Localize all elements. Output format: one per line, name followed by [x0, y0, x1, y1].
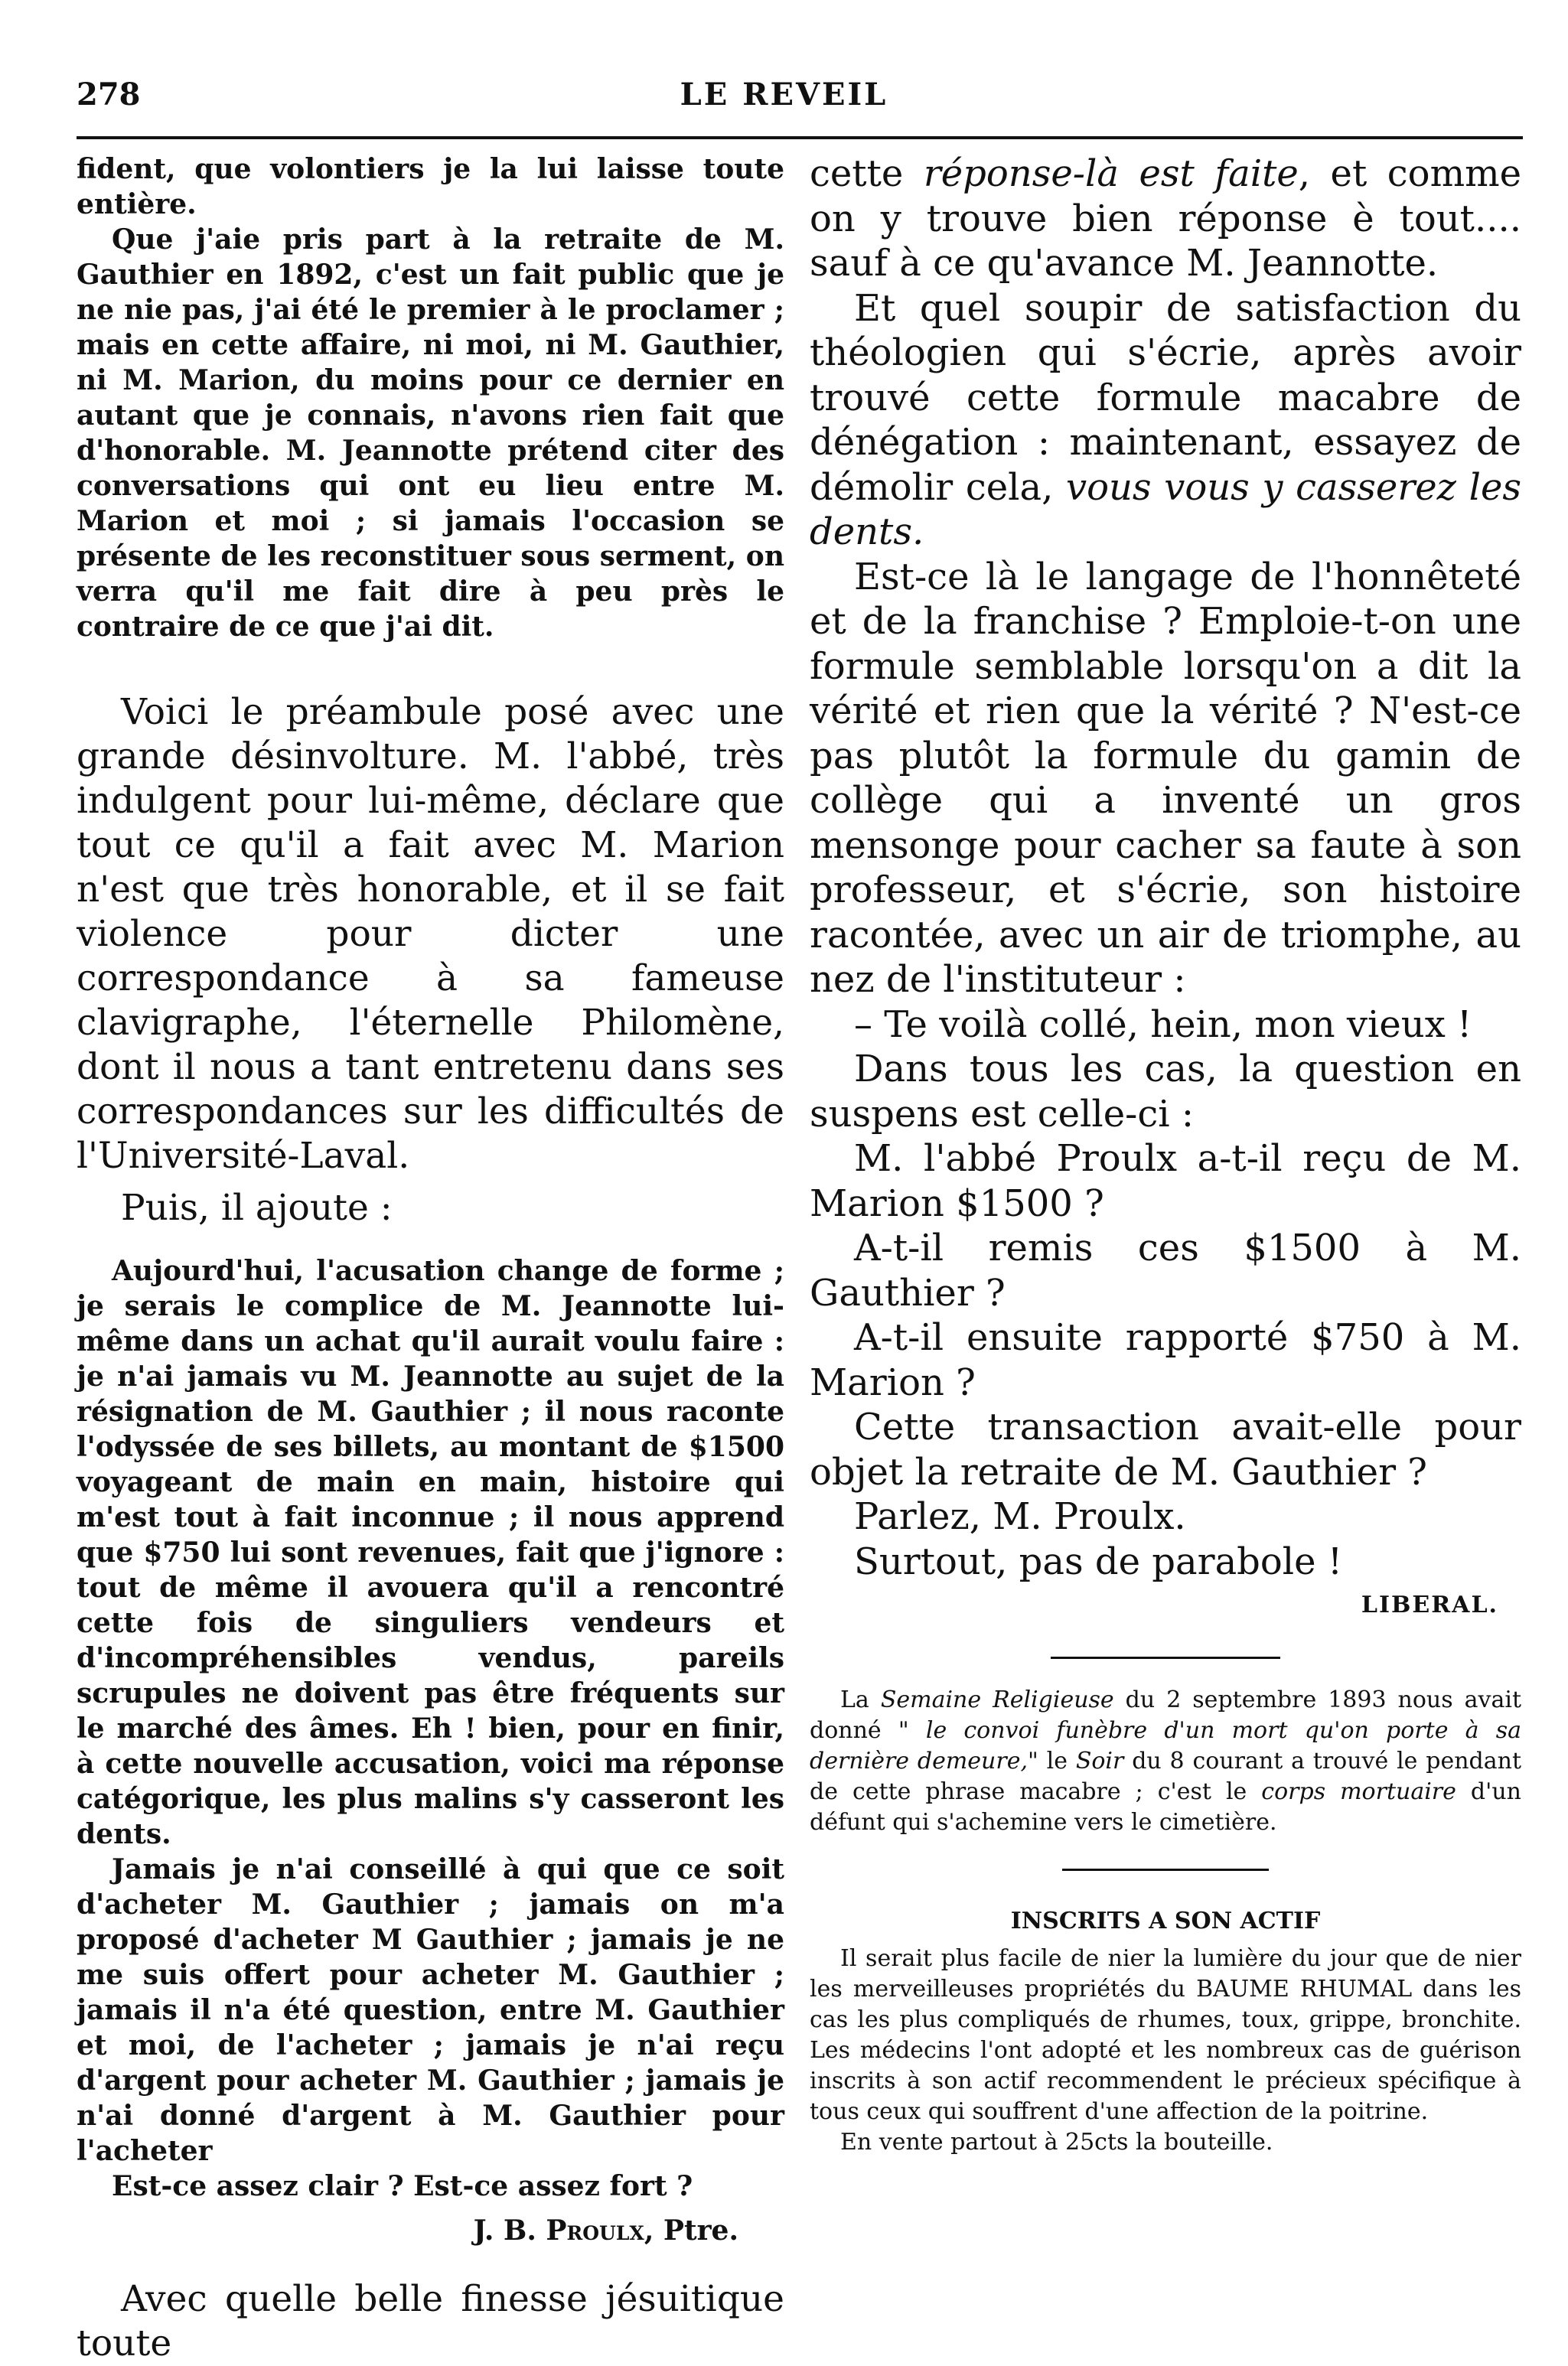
question-line: A-t-il remis ces $1500 à M. Gauthier ?: [810, 1227, 1521, 1315]
body-paragraph: – Te voilà collé, hein, mon vieux !: [854, 1002, 1472, 1046]
body-paragraph: cette réponse-là est faite, et comme on y trouve bien réponse è tout.... sauf à ce qu'avance M. Jeannotte.: [810, 152, 1522, 285]
body-paragraph: Est-ce là le langage de l'honnêteté et de la franchise ? Emploie-t-on une formule semblable lorsqu'on a dit la vérité et rien que la vérité ? N'est-ce pas plutôt la formule du gamin de collège qui a inventé un gros mensonge pour cacher sa faute à son professeur, et s'écrie, son histoire racontée, avec un air de triomphe, au nez de l'instituteur :: [810, 555, 1521, 1001]
signature: [77, 2214, 784, 2247]
body-paragraph: Surtout, pas de parabole !: [854, 1540, 1343, 1583]
quote-paragraph: Jamais je n'ai conseillé à qui que ce soit d'acheter M. Gauthier ; jamais on m'a proposé d'acheter M Gauthier ; jamais je ne me suis offert pour acheter M. Gauthier ; jamais il n'a été question, entre M. Gauthier et moi, de l'acheter ; jamais je n'ai reçu d'argent pour acheter M. Gauthier ; jamais je n'ai donné d'argent à M. Gauthier pour l'acheter: [77, 1853, 784, 2167]
question-line: A-t-il ensuite rapporté $750 à M. Marion ?: [810, 1316, 1521, 1404]
body-paragraph: Avec quelle belle finesse jésuitique toute: [77, 2278, 784, 2364]
section-divider: [1062, 1869, 1269, 1871]
left-column: [77, 152, 784, 2366]
body-paragraph: Voici le préambule posé avec une grande désinvolture. M. l'abbé, très indulgent pour lui-même, déclare que tout ce qu'il a fait avec M. Marion n'est que très honorable, et il se fait violence pour dicter une correspondance à sa fameuse clavigraphe, l'éternelle Philomène, dont il nous a tant entretenu dans ses correspondances sur les difficultés de l'Université-Laval.: [77, 691, 784, 1177]
body-paragraph: Dans tous les cas, la question en suspens est celle-ci :: [810, 1048, 1521, 1136]
author-signature: LIBERAL.: [1361, 1592, 1498, 1618]
quote-paragraph: Est-ce assez clair ? Est-ce assez fort ?: [112, 2170, 693, 2202]
signature-initials: J. B.: [473, 2214, 536, 2247]
advertisement-body: Il serait plus facile de nier la lumière du jour que de nier les merveilleuses propriétés du BAUME RHUMAL dans les cas les plus compliqués de rhumes, toux, grippe, bronchite. Les médecins l'ont adopté et les nombreux cas de guérison inscrits à son actif recommendent le précieux spécifique à tous ceux qui souffrent d'une affection de la poitrine.: [810, 1945, 1521, 2125]
body-paragraph: Parlez, M. Proulx.: [854, 1495, 1186, 1538]
signature-name: Proulx: [546, 2214, 644, 2247]
right-column: [810, 152, 1521, 2158]
note-paragraph: La Semaine Religieuse du 2 septembre 1893 nous avait donné " le convoi funèbre d'un mort qu'on porte à sa dernière demeure," le Soir du 8 courant a trouvé le pendant de cette phrase macabre ; c'est le corps mortuaire d'un défunt qui s'achemine vers le cimetière.: [810, 1687, 1522, 1836]
quote-paragraph: Aujourd'hui, l'acusation change de forme ; je serais le complice de M. Jeannotte lui-même dans un achat qu'il aurait voulu faire : je n'ai jamais vu M. Jeannotte au sujet de la résignation de M. Gauthier ; il nous raconte l'odyssée de ses billets, au montant de $1500 voyageant de main en main, histoire qui m'est tout à fait inconnue ; il nous apprend que $750 lui sont revenues, fait que j'ignore : tout de même il avouera qu'il a rencontré cette fois de singuliers vendeurs et d'incompréhensibles vendus, pareils scrupules ne doivent pas être fréquents sur le marché des âmes. Eh ! bien, pour en finir, à cette nouvelle accusation, voici ma réponse catégorique, les plus malins s'y casseront les dents.: [77, 1255, 784, 1850]
body-paragraph: Et quel soupir de satisfaction du théologien qui s'écrie, après avoir trouvé cette formule macabre de dénégation : maintenant, essayez de démolir cela, vous vous y casserez les dents.: [810, 286, 1521, 553]
advertisement-price: En vente partout à 25cts la bouteille.: [840, 2129, 1273, 2156]
body-paragraph: Puis, il ajoute :: [121, 1187, 393, 1229]
question-line: M. l'abbé Proulx a-t-il reçu de M. Marion $1500 ?: [810, 1137, 1521, 1225]
masthead-title: LE REVEIL: [680, 77, 888, 112]
quote-paragraph: Que j'aie pris part à la retraite de M. Gauthier en 1892, c'est un fait public que je ne nie pas, j'ai été le premier à le proclamer ; mais en cette affaire, ni moi, ni M. Gauthier, ni M. Marion, du moins pour ce dernier en autant que je connais, n'avons rien fait que d'honorable. M. Jeannotte prétend citer des conversations qui ont eu lieu entre M. Marion et moi ; si jamais l'occasion se présente de les reconstituer sous serment, on verra qu'il me fait dire à peu près le contraire de ce que j'ai dit.: [77, 223, 784, 643]
question-line: Cette transaction avait-elle pour objet la retraite de M. Gauthier ?: [810, 1406, 1521, 1494]
section-divider: [1051, 1657, 1280, 1659]
advertisement-title: INSCRITS A SON ACTIF: [1010, 1908, 1321, 1934]
signature-title: , Ptre.: [644, 2214, 738, 2247]
header-rule: [77, 136, 1523, 139]
page-number: 278: [77, 77, 141, 112]
quote-continuation: fident, que volontiers je la lui laisse toute entière.: [77, 153, 784, 220]
